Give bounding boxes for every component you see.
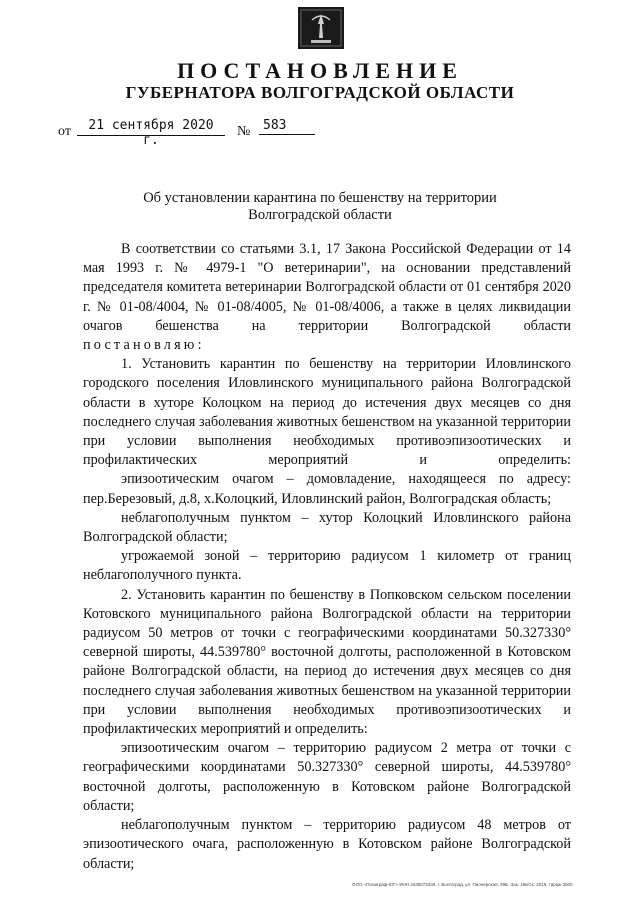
date-label: от <box>58 124 71 139</box>
paragraph-1-point: неблагополучным пунктом – хутор Колоцкий Иловлинского района Волгоградской области; <box>83 509 571 546</box>
volgograd-emblem-icon <box>297 6 345 50</box>
decree-body <box>83 240 571 874</box>
decree-date: 21 сентября 2020 г. <box>77 118 225 136</box>
decree-number: 583 <box>259 118 315 135</box>
intro-paragraph: В соответствии со статьями 3.1, 17 Закона Российской Федерации от 14 мая 1993 г. № 4979-1 "О ветеринарии", на основании представлений председателя комитета ветеринарии Волгоградской области от 01 сентября 2020 г. № 01-08/4004, № 01-08/4005, № 01-08/4006, а также в целях ликвидации очагов бешенства на территории Волгоградской области <box>83 241 571 334</box>
decree-subject <box>80 190 560 224</box>
number-label: № <box>237 124 251 139</box>
document-title: ПОСТАНОВЛЕНИЕ <box>177 58 463 83</box>
printer-footer: ООО «Полиграф-ЮГ» ИНН 3435072349, г. Волгоград, ул. Пионерская, 29Б. Зак. 19к/Ск, 2015, тираж 3000 <box>352 882 573 887</box>
document-subtitle: ГУБЕРНАТОРА ВОЛГОГРАДСКОЙ ОБЛАСТИ <box>125 83 515 102</box>
paragraph-2-point: неблагополучным пунктом – территорию радиусом 48 метров от эпизоотического очага, расположенную в Котовском районе Волгоградской области; <box>83 817 571 872</box>
subject-line-2: Волгоградской области <box>248 207 392 223</box>
paragraph-1: 1. Установить карантин по бешенству на территории Иловлинского городского поселения Иловлинского муниципального района Волгоградской области в хуторе Колоцком на период до истечения двух месяцев со дня последнего случая заболевания животных бешенством на указанной территории при условии выполнения необходимых противоэпизоотических и профилактических мероприятий и определить: <box>83 356 571 469</box>
decree-word: постановляю: <box>83 337 205 354</box>
paragraph-1-zone: угрожаемой зоной – территорию радиусом 1 километр от границ неблагополучного пункта. <box>83 548 571 584</box>
subject-line-1: Об установлении карантина по бешенству на территории <box>143 190 497 206</box>
paragraph-2: 2. Установить карантин по бешенству в Попковском сельском поселении Котовского муниципального района Волгоградской области на территории радиусом 50 метров от точки с географическими координатами 50.327330° северной широты, 44.539780° восточной долготы, расположенной в Котовском районе Волгоградской области, на период до истечения двух месяцев со дня последнего случая заболевания животных бешенством на указанной территории при условии выполнения необходимых противоэпизоотических и профилактических мероприятий и определить: <box>83 586 571 738</box>
paragraph-2-focus: эпизоотическим очагом – территорию радиусом 2 метра от точки с географическими координатами 50.327330° северной широты, 44.539780° восточной долготы, расположенную в Котовском районе Волгоградской области; <box>83 740 571 814</box>
paragraph-1-focus: эпизоотическим очагом – домовладение, находящееся по адресу: пер.Березовый, д.8, х.Колоцкий, Иловлинский район, Волгоградская область; <box>83 471 571 507</box>
